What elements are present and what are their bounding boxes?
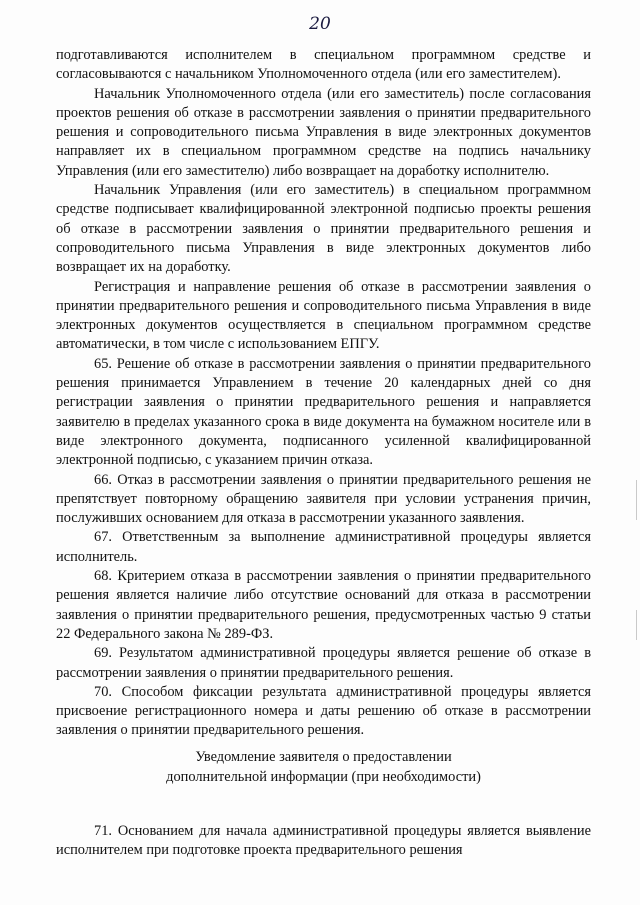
paragraph: Регистрация и направление решения об отказе в рассмотрении заявления о принятии предварительного решения и сопроводительного письма Управления в виде электронных документов осуществляется в специальном программном средстве автоматически, в том числе с использованием ЕПГУ.	[56, 278, 591, 353]
paragraph: Начальник Управления (или его заместитель) в специальном программном средстве подписывает квалифицированной электронной подписью проекты решения об отказе в рассмотрении заявления о принятии предварительного решения и сопроводительного письма Управления в виде электронных документов либо возвращает их на доработку.	[56, 182, 591, 276]
section-heading-line-2: дополнительной информации (при необходимости)	[166, 768, 481, 785]
paragraph-item-66: 66. Отказ в рассмотрении заявления о принятии предварительного решения не препятствует повторному обращению заявителя при условии устранения причин, послуживших основанием для отказа в рассмотрении указанного заявления.	[56, 471, 591, 527]
paragraph: Начальник Уполномоченного отдела (или его заместитель) после согласования проектов решения об отказе в рассмотрении заявления о принятии предварительного решения и сопроводительного письма Управления в виде электронных документов направляет их в специальном программном средстве на подпись начальнику Управления (или его заместителю) либо возвращает на доработку исполнителю.	[56, 85, 591, 179]
paragraph-item-70: 70. Способом фиксации результата административной процедуры является присвоение регистрационного номера и даты решению об отказе в рассмотрении заявления о принятии предварительного решения.	[56, 683, 591, 739]
paragraph-item-69: 69. Результатом административной процедуры является решение об отказе в рассмотрении заявления о принятии предварительного решения.	[56, 645, 591, 681]
paragraph-item-68: 68. Критерием отказа в рассмотрении заявления о принятии предварительного решения является наличие либо отсутствие оснований для отказа в рассмотрении заявления о принятии предварительного решения, предусмотренных частью 9 статьи 22 Федерального закона № 289-ФЗ.	[56, 568, 591, 642]
paragraph-item-67: 67. Ответственным за выполнение административной процедуры является исполнитель.	[56, 529, 591, 565]
page-number: 20	[309, 14, 331, 34]
paragraph-continuation: подготавливаются исполнителем в специальном программном средстве и согласовываются с начальником Уполномоченного отдела (или его заместителем).	[56, 47, 591, 83]
section-heading-line-1: Уведомление заявителя о предоставлении	[195, 749, 452, 765]
section-heading	[56, 748, 591, 787]
scan-artifact	[636, 610, 637, 640]
scan-artifact	[636, 480, 637, 520]
paragraph-item-65: 65. Решение об отказе в рассмотрении заявления о принятии предварительного решения принимается Управлением в течение 20 календарных дней со дня регистрации заявления о принятии предварительного решения и направляется заявителю в пределах указанного срока в виде документа на бумажном носителе или в виде электронного документа, подписанного усиленной квалифицированной электронной подписью, с указанием причин отказа.	[56, 355, 591, 469]
paragraph-item-71: 71. Основанием для начала административной процедуры является выявление исполнителем при подготовке проекта предварительного решения	[56, 823, 591, 859]
document-body	[56, 46, 591, 741]
